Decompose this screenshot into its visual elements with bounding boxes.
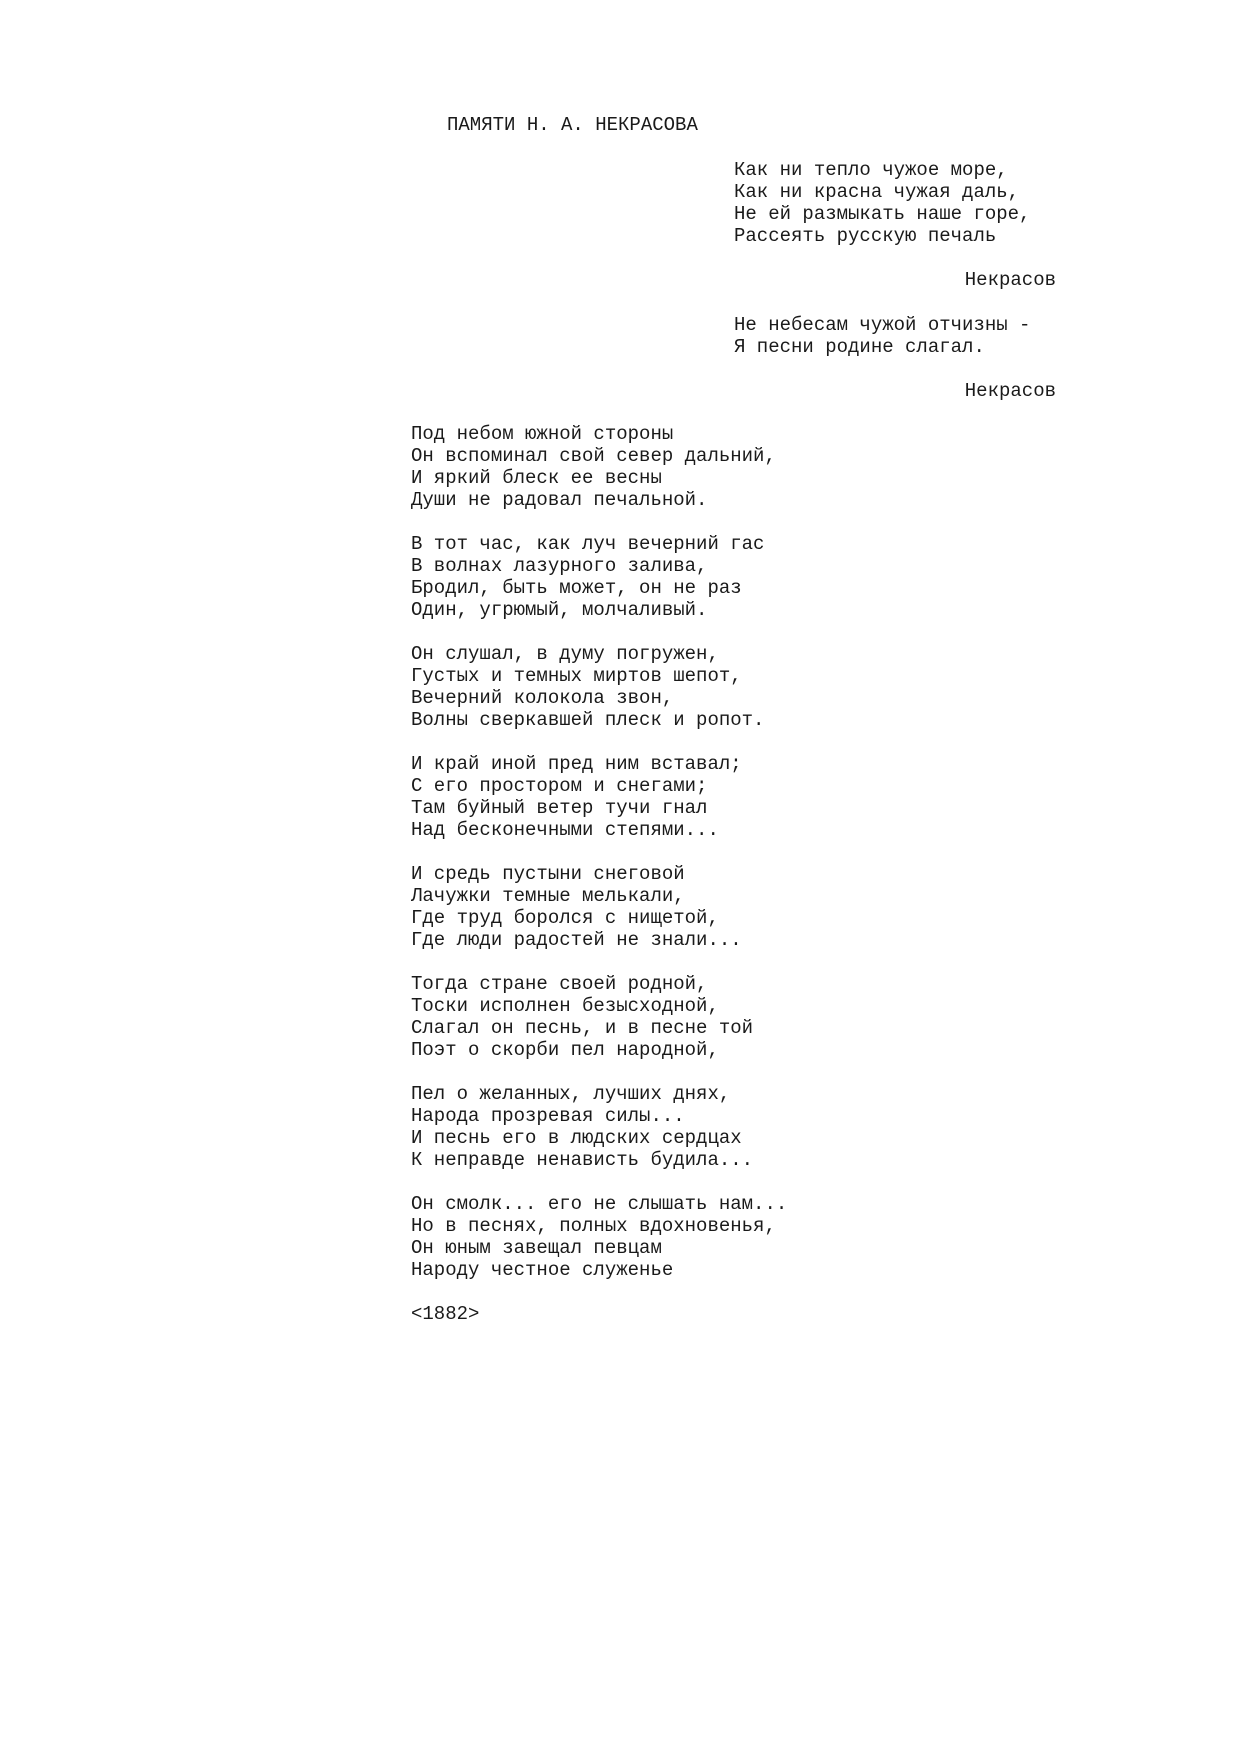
poem-line: Где труд боролся с нищетой, <box>411 907 719 929</box>
poem-line: К неправде ненависть будила... <box>411 1149 754 1171</box>
poem-line: Он смолк... его не слышать нам... <box>411 1193 788 1215</box>
poem-line: И яркий блеск ее весны <box>411 467 662 489</box>
poem-line: И край иной пред ним вставал; <box>411 753 742 775</box>
epigraph-author: Некрасов <box>964 269 1056 291</box>
epigraph-2-lines <box>734 314 1056 358</box>
poem-body <box>411 423 787 1325</box>
epigraph-1-lines <box>734 159 1056 247</box>
stanza <box>411 863 787 951</box>
poem-line: Слагал он песнь, и в песне той <box>411 1017 754 1039</box>
poem-line: Под небом южной стороны <box>411 423 674 445</box>
stanza <box>411 973 787 1061</box>
epigraph-2 <box>734 314 1056 402</box>
epigraph-line: Как ни тепло чужое море, <box>734 159 1008 181</box>
stanza <box>411 423 787 511</box>
poem-line: Он юным завещал певцам <box>411 1237 662 1259</box>
poem-line: Где люди радостей не знали... <box>411 929 742 951</box>
poem-line: Над бесконечными степями... <box>411 819 719 841</box>
stanza <box>411 643 787 731</box>
poem-line: Бродил, быть может, он не раз <box>411 577 742 599</box>
poem-line: Народу честное служенье <box>411 1259 674 1281</box>
poem-line: Там буйный ветер тучи гнал <box>411 797 708 819</box>
epigraph-line: Не небесам чужой отчизны - <box>734 314 1031 336</box>
stanza <box>411 1193 787 1281</box>
poem-line: Волны сверкавшей плеск и ропот. <box>411 709 765 731</box>
poem-title: ПАМЯТИ Н. А. НЕКРАСОВА <box>447 114 698 136</box>
epigraph-author: Некрасов <box>964 380 1056 402</box>
epigraph-line: Не ей размыкать наше горе, <box>734 203 1031 225</box>
poem-line: В тот час, как луч вечерний гас <box>411 533 765 555</box>
poem-line: И средь пустыни снеговой <box>411 863 685 885</box>
epigraph-line: Я песни родине слагал. <box>734 336 985 358</box>
poem-line: И песнь его в людских сердцах <box>411 1127 742 1149</box>
poem-line: Он слушал, в думу погружен, <box>411 643 719 665</box>
stanza <box>411 533 787 621</box>
epigraph-1 <box>734 159 1056 291</box>
poem-line: Вечерний колокола звон, <box>411 687 674 709</box>
poem-line: Он вспоминал свой север дальний, <box>411 445 776 467</box>
poem-line: Тоски исполнен безысходной, <box>411 995 719 1017</box>
poem-line: Народа прозревая силы... <box>411 1105 685 1127</box>
poem-date: <1882> <box>411 1303 480 1325</box>
epigraph-line: Как ни красна чужая даль, <box>734 181 1020 203</box>
poem-line: Густых и темных миртов шепот, <box>411 665 742 687</box>
poem-line: Но в песнях, полных вдохновенья, <box>411 1215 776 1237</box>
stanza <box>411 1083 787 1171</box>
poem-line: Лачужки темные мелькали, <box>411 885 685 907</box>
poem-line: Пел о желанных, лучших днях, <box>411 1083 731 1105</box>
poem-line: Поэт о скорби пел народной, <box>411 1039 719 1061</box>
epigraph-line: Рассеять русскую печаль <box>734 225 997 247</box>
poem-line: Тогда стране своей родной, <box>411 973 708 995</box>
poem-line: В волнах лазурного залива, <box>411 555 708 577</box>
poem-line: Один, угрюмый, молчаливый. <box>411 599 708 621</box>
poem-line: С его простором и снегами; <box>411 775 708 797</box>
poem-line: Души не радовал печальной. <box>411 489 708 511</box>
stanza <box>411 753 787 841</box>
